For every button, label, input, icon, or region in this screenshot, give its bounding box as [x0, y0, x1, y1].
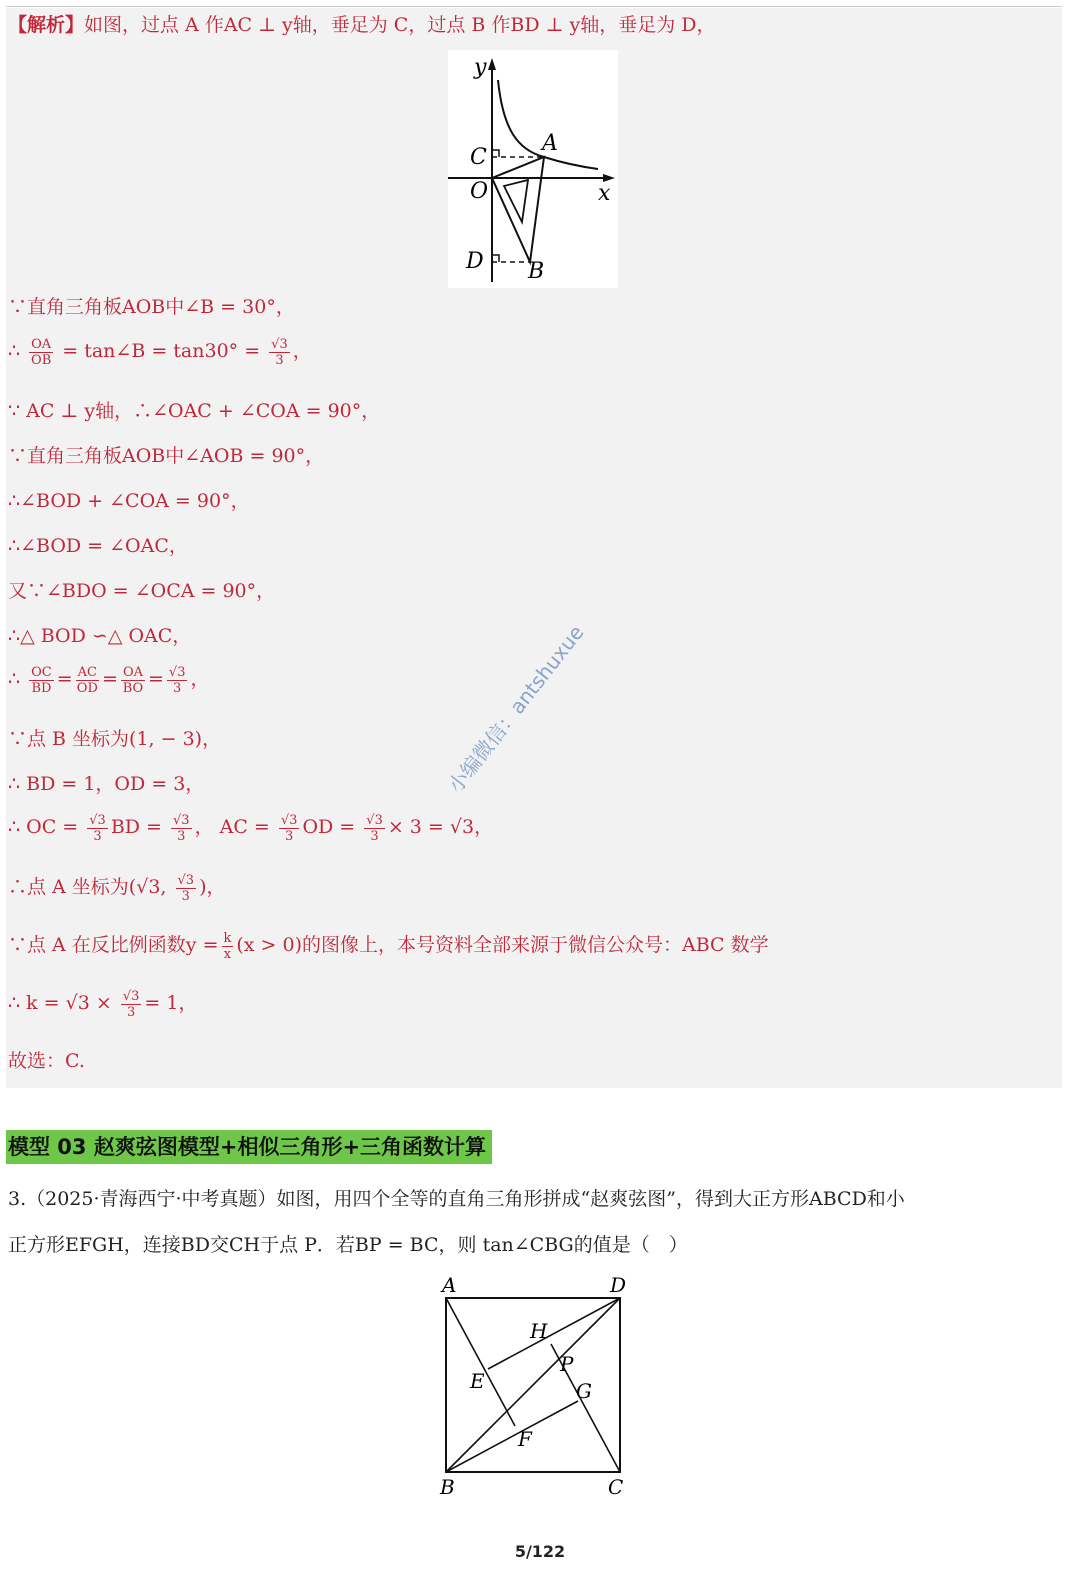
- frac-oa-ob: [29, 337, 53, 368]
- frac-den: BO: [122, 680, 144, 696]
- eq-sign: =: [102, 668, 118, 690]
- analysis-line-14: [8, 930, 769, 962]
- frac-den: 3: [177, 828, 186, 844]
- label-F: F: [518, 1427, 532, 1451]
- label-G: G: [576, 1379, 592, 1403]
- l12-c: ， AC =: [194, 816, 270, 838]
- l14-a: ∵点 A 在反比例函数y =: [8, 934, 219, 956]
- frac-den: 3: [173, 680, 182, 696]
- analysis-line-5: ∴∠BOD + ∠COA = 90°，: [8, 490, 250, 512]
- frac-num: √3: [168, 664, 186, 680]
- frac-sqrt3-3: [87, 813, 108, 844]
- frac-num: √3: [89, 812, 106, 828]
- top-rule: [6, 6, 1062, 7]
- frac-den: OB: [31, 352, 52, 368]
- label-D: D: [610, 1273, 627, 1297]
- frac-num: OA: [31, 336, 52, 352]
- label-A: A: [442, 1273, 457, 1297]
- l14-b: (x > 0)的图像上，本号资料全部来源于微信公众号：ABC 数学: [236, 934, 769, 956]
- frac-sqrt3-3: [269, 337, 290, 368]
- analysis-label: 【解析】: [8, 14, 85, 36]
- analysis-line-16: 故选：C.: [8, 1050, 85, 1072]
- frac-den: 3: [275, 352, 284, 368]
- label-x: x: [598, 181, 611, 206]
- question-line-2: 正方形EFGH，连接BD交CH于点 P．若BP = BC，则 tan∠CBG的值是（ ）: [8, 1234, 688, 1256]
- l12-d: OD =: [302, 816, 356, 838]
- l2-mid: = tan∠B = tan30° =: [62, 340, 261, 362]
- frac-num: √3: [173, 812, 190, 828]
- analysis-intro: [8, 10, 716, 37]
- label-B: B: [528, 259, 545, 284]
- frac-oa-bo: [121, 665, 145, 696]
- eq-sign: =: [147, 668, 164, 690]
- analysis-line-6: ∴∠BOD = ∠OAC，: [8, 535, 188, 557]
- analysis-line-1: ∵直角三角板AOB中∠B = 30°，: [8, 296, 295, 318]
- frac-num: k: [223, 930, 232, 946]
- page-number: 5/122: [514, 1542, 566, 1561]
- frac-den: 3: [126, 1004, 136, 1020]
- frac-num: √3: [122, 988, 140, 1004]
- analysis-line-13: [8, 872, 225, 904]
- l2-prefix: ∴: [8, 340, 21, 362]
- analysis-intro-text: 如图，过点 A 作AC ⊥ y轴，垂足为 C，过点 B 作BD ⊥ y轴，垂足为 D，: [84, 14, 716, 36]
- frac-sqrt3-3: [364, 813, 385, 844]
- frac-oc-bd: [29, 665, 54, 696]
- analysis-line-10: ∵点 B 坐标为(1, − 3)，: [8, 728, 222, 750]
- frac-sqrt3-3: [171, 813, 192, 844]
- analysis-line-3: ∵ AC ⊥ y轴，∴∠OAC + ∠COA = 90°，: [8, 400, 381, 422]
- frac-sqrt3-3: [167, 665, 188, 696]
- frac-num: √3: [177, 872, 195, 888]
- label-E: E: [470, 1369, 485, 1393]
- frac-sqrt3-3: [176, 873, 197, 904]
- label-C: C: [470, 145, 487, 170]
- frac-k-x: [222, 931, 234, 962]
- l2-end: ，: [292, 340, 312, 362]
- analysis-line-12: [8, 812, 493, 844]
- frac-ac-od: [76, 665, 99, 696]
- graph-figure: [448, 50, 618, 288]
- l13-b: )，: [199, 876, 226, 898]
- frac-num: AC: [77, 664, 98, 680]
- frac-den: BD: [31, 680, 52, 696]
- analysis-line-2: [8, 336, 312, 368]
- frac-den: x: [223, 946, 232, 962]
- label-H: H: [530, 1319, 548, 1343]
- frac-num: √3: [271, 336, 288, 352]
- analysis-line-11: ∴ BD = 1，OD = 3，: [8, 773, 205, 795]
- graph-svg: [448, 50, 618, 288]
- zhao-shuang-svg: [430, 1272, 640, 1504]
- l15-b: = 1，: [144, 992, 198, 1014]
- label-A: A: [542, 131, 558, 156]
- analysis-line-9: [8, 664, 209, 696]
- label-C: C: [608, 1475, 624, 1499]
- analysis-line-7: 又∵∠BDO = ∠OCA = 90°，: [8, 580, 276, 602]
- frac-sqrt3-3: [121, 989, 142, 1020]
- analysis-line-15: [8, 988, 197, 1020]
- analysis-line-8: ∴△ BOD ∽△ OAC，: [8, 625, 192, 647]
- frac-den: OD: [76, 680, 98, 696]
- label-D: D: [466, 249, 484, 274]
- frac-num: √3: [366, 812, 383, 828]
- l12-b: BD =: [110, 816, 162, 838]
- label-O: O: [470, 179, 489, 204]
- label-y: y: [474, 55, 487, 80]
- l15-a: ∴ k = √3 ×: [8, 992, 112, 1014]
- frac-num: OC: [31, 664, 52, 680]
- l12-e: × 3 = √3，: [387, 816, 494, 838]
- label-B: B: [440, 1475, 455, 1499]
- question-line-1: 3.（2025·青海西宁·中考真题）如图，用四个全等的直角三角形拼成“赵爽弦图”，得到大正方形ABCD和小: [8, 1188, 905, 1210]
- l12-a: ∴ OC =: [8, 816, 79, 838]
- model-title: 模型 03 赵爽弦图模型+相似三角形+三角函数计算: [6, 1130, 492, 1164]
- l9-end: ，: [190, 668, 210, 690]
- eq-sign: =: [56, 668, 73, 690]
- l13-a: ∴点 A 坐标为(√3,: [8, 876, 167, 898]
- analysis-line-4: ∵直角三角板AOB中∠AOB = 90°，: [8, 445, 325, 467]
- frac-den: 3: [370, 828, 379, 844]
- frac-num: √3: [280, 812, 298, 828]
- zhao-shuang-figure: [430, 1272, 640, 1504]
- frac-num: OA: [122, 664, 143, 680]
- l9-prefix: ∴: [8, 668, 21, 690]
- frac-sqrt3-3: [279, 813, 300, 844]
- frac-den: 3: [285, 828, 294, 844]
- frac-den: 3: [181, 888, 190, 904]
- label-P: P: [560, 1352, 574, 1376]
- watermark: 小编微信：antshuxue: [443, 620, 589, 798]
- frac-den: 3: [93, 828, 102, 844]
